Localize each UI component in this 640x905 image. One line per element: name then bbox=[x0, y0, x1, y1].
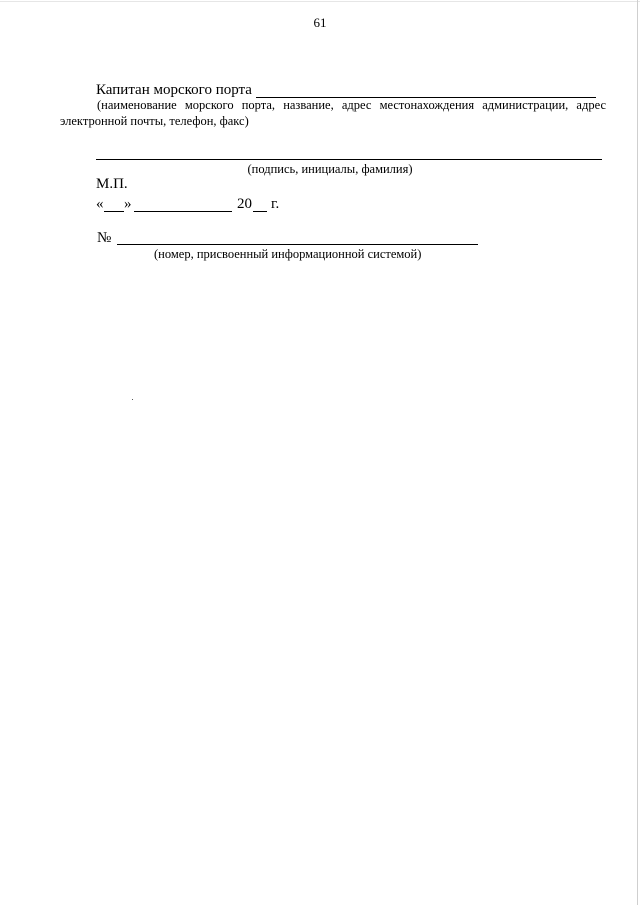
number-sign: № bbox=[97, 230, 112, 246]
date-open-quote: « bbox=[96, 196, 104, 212]
registration-number-blank bbox=[117, 244, 478, 245]
date-year-prefix: 20 bbox=[237, 196, 252, 212]
signature-blank-line bbox=[96, 159, 602, 160]
date-close-quote: » bbox=[124, 196, 132, 212]
date-day-blank bbox=[104, 211, 124, 212]
page-number: 61 bbox=[313, 15, 327, 30]
signature-caption: (подпись, инициалы, фамилия) bbox=[247, 162, 413, 176]
date-year-blank bbox=[253, 211, 267, 212]
captain-label: Капитан морского порта bbox=[96, 82, 252, 98]
registration-number-caption: (номер, присвоенный информационной системой) bbox=[154, 247, 422, 261]
scan-speck bbox=[132, 399, 133, 400]
date-year-suffix: г. bbox=[271, 196, 280, 212]
scan-edge-right bbox=[637, 0, 638, 905]
stamp-label: М.П. bbox=[96, 176, 128, 192]
date-month-blank bbox=[134, 211, 232, 212]
scan-edge-top bbox=[0, 1, 640, 2]
port-details-caption: (наименование морского порта, название, адрес местонахождения администрации, адрес электронной почты, телефон, факс) bbox=[60, 98, 606, 128]
